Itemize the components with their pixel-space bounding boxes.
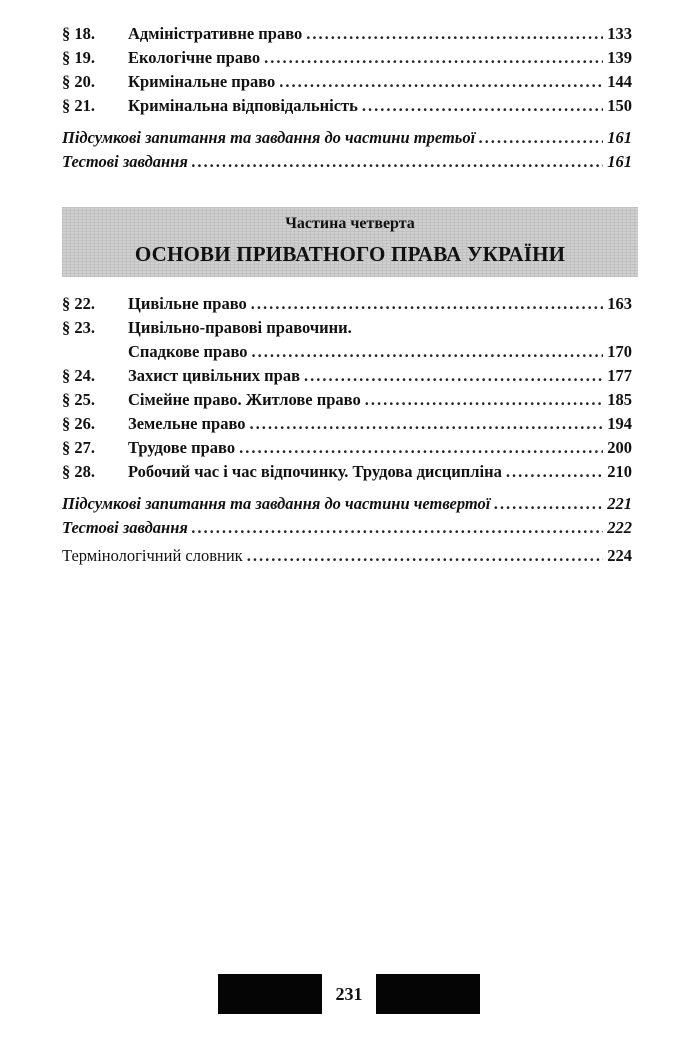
leader-dots [192, 516, 603, 540]
section-title: Цивільне право [128, 294, 247, 313]
toc-glossary[interactable] [62, 544, 632, 568]
section-page: 150 [607, 96, 632, 115]
footer-bar-right [376, 974, 480, 1014]
section-number: § 27. [62, 438, 95, 457]
section-title: Кримінальне право [128, 72, 276, 91]
leader-dots [306, 22, 603, 46]
part-title: ОСНОВИ ПРИВАТНОГО ПРАВА УКРАЇНИ [134, 242, 566, 266]
toc-test-tasks-3[interactable] [62, 150, 632, 174]
leader-dots [250, 412, 604, 436]
section-number: § 25. [62, 390, 95, 409]
glossary-title: Термінологічний словник [62, 546, 243, 565]
section-page: 139 [607, 48, 632, 67]
section-number: § 22. [62, 294, 95, 313]
section-title: Захист цивільних прав [128, 366, 300, 385]
toc-entry-25[interactable] [62, 388, 632, 412]
section-number: § 18. [62, 24, 95, 43]
leader-dots [304, 364, 603, 388]
section-number: § 23. [62, 318, 95, 337]
section-page: 133 [607, 24, 632, 43]
page-footer [0, 974, 700, 1014]
summary-title: Тестові завдання [62, 518, 188, 537]
section-title: Кримінальна відповідальність [128, 96, 358, 115]
section-number: § 21. [62, 96, 95, 115]
summary-title: Тестові завдання [62, 152, 188, 171]
toc-entry-27[interactable] [62, 436, 632, 460]
toc-summary-questions-3[interactable] [62, 126, 632, 150]
section-number: § 20. [62, 72, 95, 91]
leader-dots [494, 492, 603, 516]
leader-dots [247, 544, 604, 568]
toc-entry-24[interactable] [62, 364, 632, 388]
section-title-continued: Спадкове право [128, 342, 248, 361]
toc-entry-18[interactable] [62, 22, 632, 46]
section-number: § 28. [62, 462, 95, 481]
toc-entry-26[interactable] [62, 412, 632, 436]
section-page: 177 [607, 366, 632, 385]
leader-dots [506, 460, 603, 484]
section-page: 144 [607, 72, 632, 91]
toc-entry-19[interactable] [62, 46, 632, 70]
toc-entry-23[interactable] [62, 316, 632, 340]
leader-dots [239, 436, 603, 460]
toc-summary-questions-4[interactable] [62, 492, 632, 516]
toc-test-tasks-4[interactable] [62, 516, 632, 540]
summary-page: 221 [607, 494, 632, 513]
section-page: 210 [607, 462, 632, 481]
toc-entry-20[interactable] [62, 70, 632, 94]
section-number: § 24. [62, 366, 95, 385]
toc-part-four [62, 292, 632, 568]
leader-dots [252, 340, 604, 364]
leader-dots [264, 46, 603, 70]
toc-entry-21[interactable] [62, 94, 632, 118]
page-number: 231 [335, 984, 363, 1004]
section-page: 185 [607, 390, 632, 409]
summary-title: Підсумкові запитання та завдання до частини третьої [62, 128, 476, 147]
leader-dots [479, 126, 603, 150]
toc-part-three [62, 22, 632, 174]
leader-dots [192, 150, 603, 174]
section-page: 200 [607, 438, 632, 457]
leader-dots [362, 94, 603, 118]
glossary-page: 224 [607, 546, 632, 565]
section-page: 194 [607, 414, 632, 433]
leader-dots [279, 70, 603, 94]
section-title: Цивільно-правові правочини. [128, 318, 352, 337]
toc-entry-23-continued[interactable] [62, 340, 632, 364]
toc-entry-22[interactable] [62, 292, 632, 316]
summary-page: 222 [607, 518, 632, 537]
section-title: Сімейне право. Житлове право [128, 390, 361, 409]
section-title: Земельне право [128, 414, 246, 433]
leader-dots [365, 388, 604, 412]
section-title: Трудове право [128, 438, 236, 457]
summary-page: 161 [607, 152, 632, 171]
footer-bar-left [218, 974, 322, 1014]
section-number: § 19. [62, 48, 95, 67]
summary-title: Підсумкові запитання та завдання до частини четвертої [62, 494, 491, 513]
leader-dots [251, 292, 603, 316]
toc-entry-28[interactable] [62, 460, 632, 484]
section-title: Робочий час і час відпочинку. Трудова дисципліна [128, 462, 502, 481]
section-title: Адміністративне право [128, 24, 303, 43]
part-label: Частина четверта [285, 215, 415, 232]
section-number: § 26. [62, 414, 95, 433]
section-page: 170 [607, 342, 632, 361]
part-four-banner [62, 207, 638, 277]
summary-page: 161 [607, 128, 632, 147]
section-page: 163 [607, 294, 632, 313]
section-title: Екологічне право [128, 48, 261, 67]
